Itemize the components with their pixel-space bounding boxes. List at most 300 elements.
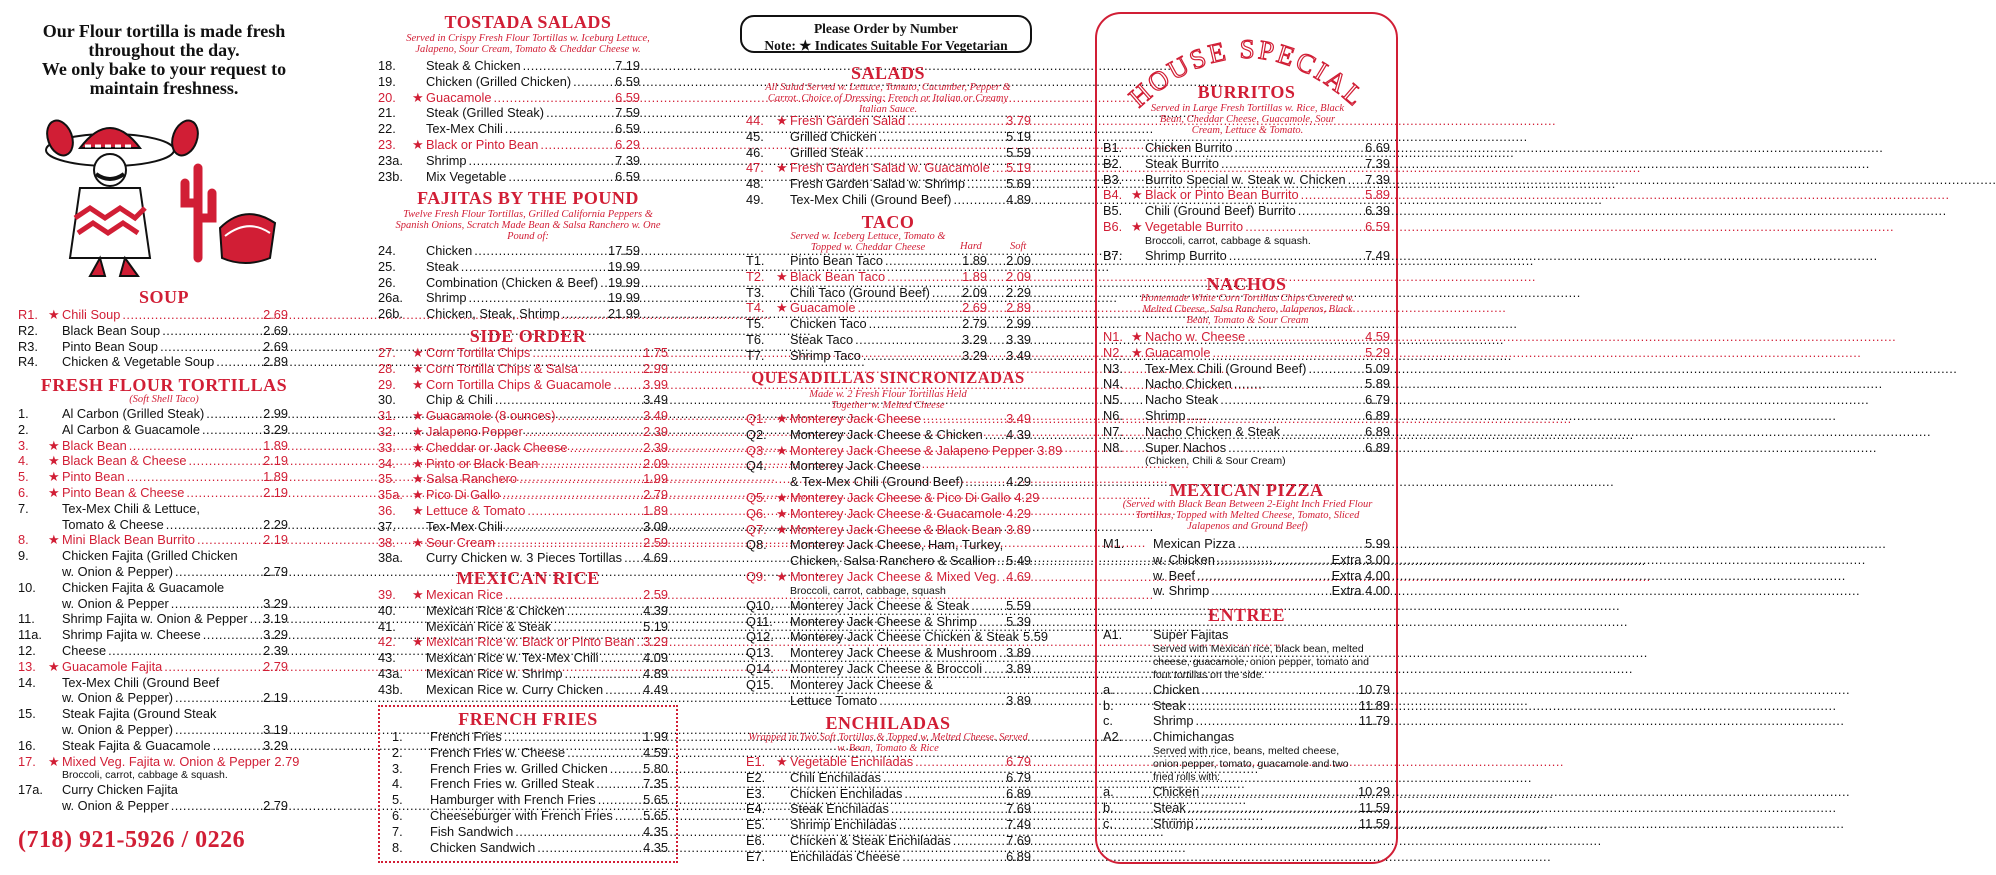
vegetarian-star-icon: ★ — [412, 136, 424, 152]
item-number: Q3. — [746, 442, 767, 458]
item-price: 2.99 — [263, 406, 288, 421]
menu-item-row — [378, 634, 668, 650]
vegetarian-star-icon: ★ — [412, 455, 424, 471]
menu-item-row — [18, 469, 288, 485]
fajitas-list — [378, 243, 640, 322]
item-number: 1. — [392, 729, 403, 744]
item-name: Chicken — [1153, 681, 1200, 697]
item-name: Mexican Rice & Chicken — [426, 602, 565, 618]
dot-leader — [497, 535, 641, 550]
item-price: 6.89 — [1006, 785, 1031, 801]
vegetarian-star-icon: ★ — [48, 753, 60, 769]
menu-item-row — [392, 808, 668, 824]
taco-list — [746, 253, 1031, 364]
menu-item-row — [392, 745, 668, 761]
item-price: Extra 4.00 — [1331, 567, 1390, 583]
menu-item-row — [746, 614, 1031, 630]
item-price: 1.75 — [643, 345, 668, 360]
item-price: 3.19 — [263, 611, 288, 627]
dot-leader — [1196, 714, 1357, 729]
dot-leader — [171, 799, 261, 814]
dot-leader — [1220, 393, 1363, 408]
item-name: Shrimp — [426, 290, 467, 306]
item-price: 1.99 — [643, 471, 668, 487]
item-number: R2. — [18, 322, 38, 338]
item-price: 3.89 — [1006, 692, 1031, 708]
order-note-box — [740, 15, 1032, 53]
menu-column-2 — [378, 0, 678, 875]
menu-item-row — [1103, 771, 1390, 784]
menu-item-row — [1103, 345, 1390, 361]
item-price: 3.89 — [1037, 442, 1063, 458]
menu-item-row — [378, 377, 668, 393]
item-number: 38. — [378, 534, 396, 550]
item-name: Fresh Garden Salad — [790, 113, 906, 128]
item-name: Steak — [1153, 799, 1186, 815]
item-number: Q10. — [746, 597, 774, 613]
vegetarian-star-icon: ★ — [412, 502, 424, 518]
item-number: E1. — [746, 754, 766, 769]
item-price: 2.79 — [643, 487, 668, 503]
dot-leader — [505, 588, 641, 603]
item-price: 11.89 — [1358, 697, 1390, 713]
dot-leader — [515, 825, 641, 840]
menu-item-row — [18, 659, 288, 675]
item-number: 36. — [378, 502, 396, 518]
item-number: 16. — [18, 737, 36, 753]
menu-item-row — [18, 675, 288, 691]
item-name: Monterey Jack Cheese & Steak — [790, 597, 970, 613]
item-price: 2.19 — [263, 690, 288, 706]
item-number: 26. — [378, 274, 396, 290]
item-name: w. Onion & Pepper) — [62, 721, 173, 737]
item-name: Cheeseburger with French Fries — [430, 807, 613, 823]
item-price: 6.89 — [1365, 407, 1390, 423]
item-number: 29. — [378, 376, 396, 392]
menu-item-row — [378, 137, 640, 153]
menu-item-row — [1103, 140, 1390, 156]
item-number: 43. — [378, 650, 396, 666]
item-price: 4.89 — [643, 665, 668, 681]
menu-item-row — [746, 269, 1031, 285]
dot-leader — [613, 377, 641, 392]
item-price-soft: 2.89 — [1006, 300, 1031, 316]
item-number: 14. — [18, 674, 36, 690]
item-number: 40. — [378, 602, 396, 618]
item-name: Nacho w. Cheese — [1145, 329, 1246, 344]
item-name: Pinto Bean — [62, 469, 125, 485]
vegetarian-star-icon: ★ — [1131, 187, 1143, 203]
menu-item-row — [1103, 361, 1390, 377]
dot-leader — [915, 755, 1004, 770]
dot-leader — [879, 130, 1004, 145]
dot-leader — [213, 739, 261, 754]
menu-item-row — [392, 761, 668, 777]
dot-leader — [883, 771, 1004, 786]
item-name: Steak & Chicken — [426, 58, 521, 73]
item-number: N5. — [1103, 392, 1123, 408]
item-price: 3.49 — [1006, 411, 1031, 426]
item-number: 39. — [378, 587, 396, 602]
item-number: 38a. — [378, 550, 403, 566]
menu-item-row — [18, 323, 288, 339]
dot-leader — [1247, 330, 1363, 345]
menu-item-row — [18, 354, 288, 370]
item-price: 5.09 — [1365, 360, 1390, 376]
menu-item-row — [1103, 800, 1390, 816]
item-name: Monterey Jack Cheese Chicken & Steak — [790, 629, 1020, 645]
menu-item-row — [1103, 329, 1390, 345]
menu-item-row — [1103, 203, 1390, 219]
soup-list — [18, 307, 288, 370]
menu-item-row — [392, 824, 668, 840]
dot-leader — [902, 850, 1004, 865]
item-name: Pico Di Gallo — [426, 487, 500, 503]
burritos-list — [1103, 140, 1390, 264]
dot-leader — [230, 767, 286, 782]
item-name: Chicken Fajita & Guacamole — [62, 579, 225, 595]
section-subtitle-pizza: (Served with Black Bean Between 2-Eight Inch Fried Flour Tortillas, Topped with Melted Cheese, Tomato, Sliced Jalapenos and Ground Beef) — [1122, 499, 1373, 532]
item-number: E3. — [746, 785, 766, 801]
section-title-french-fries: FRENCH FRIES — [458, 709, 598, 729]
item-number: R1. — [18, 307, 38, 322]
menu-item-row — [746, 316, 1031, 332]
item-number: A2. — [1103, 729, 1123, 745]
menu-item-row — [378, 392, 668, 408]
menu-item-row — [18, 406, 288, 422]
menu-item-row — [1103, 698, 1390, 714]
item-number: 5. — [392, 792, 403, 808]
item-name: Broccoli, carrot, cabbage, squash — [790, 584, 946, 597]
item-price: 6.89 — [1365, 423, 1390, 439]
item-price: 2.19 — [263, 532, 288, 548]
menu-item-row — [746, 553, 1031, 569]
item-price: 6.79 — [1006, 754, 1031, 769]
item-price: 7.49 — [1365, 247, 1390, 263]
dot-leader — [948, 583, 1029, 598]
dot-leader — [857, 301, 951, 316]
vegetarian-star-icon: ★ — [412, 634, 424, 650]
item-price: 2.39 — [643, 423, 668, 439]
dot-leader — [1188, 409, 1364, 424]
dot-leader — [162, 324, 261, 339]
menu-item-row — [746, 598, 1031, 614]
dot-leader — [971, 599, 1004, 614]
item-number: a. — [1103, 783, 1114, 799]
dot-leader — [615, 809, 641, 824]
item-number: E4. — [746, 801, 766, 817]
vegetarian-star-icon: ★ — [776, 160, 788, 176]
vegetarian-star-icon: ★ — [48, 532, 60, 548]
item-number: Q11. — [746, 613, 773, 629]
item-number: 12. — [18, 642, 36, 658]
item-name: Mexican Pizza — [1153, 536, 1236, 551]
item-price: 3.29 — [263, 627, 288, 643]
taco-soft-label: Soft — [1010, 241, 1027, 252]
intro-line: maintain freshness. — [89, 78, 239, 98]
item-name: Al Carbon (Grilled Steak) — [62, 406, 205, 421]
item-name: Chip & Chili — [426, 392, 493, 408]
item-name: Shrimp Enchiladas — [790, 817, 897, 833]
dot-leader — [160, 339, 261, 354]
item-price: 5.89 — [1365, 187, 1390, 203]
dot-leader — [202, 423, 261, 438]
item-name: Chicken, Steak, Shrimp — [426, 306, 560, 322]
item-number: 30. — [378, 392, 396, 408]
item-price-hard: 2.69 — [962, 300, 987, 316]
dot-leader — [899, 818, 1004, 833]
dot-leader — [108, 644, 261, 659]
item-number: 34. — [378, 455, 396, 471]
menu-item-row — [746, 833, 1031, 849]
dot-leader — [923, 412, 1004, 427]
item-name: Monterey Jack Cheese & Guacamole — [790, 505, 1002, 521]
item-number: 24. — [378, 243, 396, 258]
menu-item-row — [746, 145, 1031, 161]
item-number: Q15. — [746, 676, 774, 692]
menu-item-row — [378, 290, 640, 306]
item-number: 23b. — [378, 168, 403, 184]
item-name: Al Carbon & Guacamole — [62, 421, 200, 437]
dot-leader — [540, 138, 613, 153]
item-name: w. Onion & Pepper — [62, 595, 169, 611]
item-price: 19.99 — [607, 274, 640, 290]
item-price: 5.89 — [1365, 376, 1390, 392]
dot-leader — [525, 425, 641, 440]
item-name: Shrimp — [1153, 713, 1194, 729]
menu-item-row — [378, 619, 668, 635]
dot-leader — [1238, 537, 1364, 552]
item-name: Monterey Jack Cheese & Mushroom — [790, 645, 997, 661]
item-price: 4.69 — [1006, 568, 1031, 584]
dot-leader — [997, 554, 1004, 569]
item-number: 8. — [392, 839, 403, 855]
item-name: Black or Pinto Bean Burrito — [1145, 187, 1299, 203]
dot-leader — [504, 730, 641, 745]
dot-leader — [985, 428, 1004, 443]
item-number: N1. — [1103, 329, 1123, 344]
vegetarian-star-icon: ★ — [776, 505, 788, 521]
rice-list — [378, 587, 668, 698]
item-price-hard: 3.29 — [962, 331, 987, 347]
item-name: Shrimp Fajita w. Onion & Pepper — [62, 611, 248, 627]
item-number: 23. — [378, 136, 396, 152]
section-title-soup: SOUP — [138, 287, 189, 307]
vegetarian-star-icon: ★ — [412, 376, 424, 392]
dot-leader — [553, 619, 641, 634]
section-title-pizza: MEXICAN PIZZA — [1169, 480, 1324, 500]
item-name: Mini Black Bean Burrito — [62, 532, 195, 548]
intro-line: throughout the day. — [88, 40, 240, 60]
item-number: N4. — [1103, 376, 1123, 392]
menu-item-row — [392, 840, 668, 856]
item-name: Curry Chicken w. 3 Pieces Tortillas — [426, 550, 623, 566]
item-number: B3. — [1103, 171, 1123, 187]
item-number: 43a. — [378, 665, 403, 681]
item-name: Black or Pinto Bean — [426, 136, 539, 152]
vegetarian-star-icon: ★ — [776, 754, 788, 769]
item-price: 2.69 — [263, 322, 288, 338]
menu-item-row — [18, 738, 288, 754]
dot-leader — [180, 783, 286, 798]
item-name: Chili Enchiladas — [790, 769, 882, 785]
item-price: 2.39 — [643, 439, 668, 455]
item-price: 7.35 — [643, 776, 668, 792]
item-number: 20. — [378, 89, 396, 105]
dot-leader — [523, 59, 613, 74]
menu-item-row — [1103, 745, 1390, 758]
item-name: Chili Soup — [62, 307, 121, 322]
menu-item-row — [378, 408, 668, 424]
menu-item-row — [392, 792, 668, 808]
item-name: Tex-Mex Chili — [426, 121, 503, 137]
menu-item-row — [378, 587, 668, 603]
menu-item-row — [1103, 248, 1390, 264]
item-price: 3.29 — [263, 421, 288, 437]
item-name: Chili (Ground Beef) Burrito — [1145, 203, 1296, 219]
section-title-nachos: NACHOS — [1206, 274, 1287, 294]
menu-item-row — [746, 786, 1031, 802]
menu-item-row — [1103, 713, 1390, 729]
item-price: 2.79 — [263, 658, 288, 674]
item-price: 5.59 — [1023, 629, 1048, 645]
item-number: Q8. — [746, 537, 767, 553]
item-number: Q14. — [746, 660, 774, 676]
item-price-hard: 2.79 — [962, 316, 987, 332]
dot-leader — [605, 683, 641, 698]
menu-item-row — [18, 453, 288, 469]
item-price: 6.59 — [615, 121, 640, 137]
item-number: T1. — [746, 253, 765, 268]
item-number: 28. — [378, 360, 396, 376]
dot-leader — [1282, 425, 1363, 440]
dot-leader — [636, 635, 641, 650]
item-price: 17.59 — [607, 243, 640, 258]
item-name: Combination (Chicken & Beef) — [426, 274, 599, 290]
menu-item-row — [378, 90, 640, 106]
item-number: N8. — [1103, 439, 1123, 455]
item-price: 5.19 — [1006, 160, 1031, 176]
menu-item-row — [18, 548, 288, 564]
item-name: French Fries — [430, 729, 502, 744]
item-price: 11.59 — [1358, 815, 1390, 831]
item-number: 2. — [392, 744, 403, 760]
item-name: Served with Mexican rice, black bean, melted — [1153, 642, 1364, 655]
item-name: Guacamole (8 ounces) — [426, 408, 556, 424]
item-name: Mexican Rice — [426, 587, 503, 602]
item-number: A1. — [1103, 627, 1123, 642]
dot-leader — [175, 723, 261, 738]
menu-item-row — [1103, 669, 1390, 682]
item-name: Corn Tortilla Chips — [426, 345, 531, 360]
menu-item-row — [1103, 187, 1390, 203]
french-fries-list — [392, 729, 668, 855]
item-price: 7.49 — [1006, 817, 1031, 833]
menu-item-row — [378, 105, 640, 121]
section-title-fajitas: FAJITAS BY THE POUND — [417, 188, 639, 208]
item-name: Chicken Taco — [790, 316, 867, 332]
item-name: w. Shrimp — [1153, 583, 1210, 599]
item-name: Shrimp Burrito — [1145, 247, 1227, 263]
menu-item-row — [378, 58, 640, 74]
vegetarian-star-icon: ★ — [412, 587, 424, 602]
menu-item-row — [1103, 424, 1390, 440]
item-price: 4.35 — [643, 823, 668, 839]
item-price: 3.29 — [643, 634, 668, 650]
dot-leader — [953, 834, 1004, 849]
menu-item-row — [378, 550, 668, 566]
item-price: 4.59 — [643, 744, 668, 760]
dot-leader — [203, 628, 261, 643]
menu-item-row — [746, 522, 1031, 538]
item-number: 7. — [392, 823, 403, 839]
menu-item-row — [1103, 172, 1390, 188]
item-name: Black Bean Soup — [62, 322, 161, 338]
item-name: Sour Cream — [426, 534, 495, 550]
item-price-hard: 1.89 — [962, 268, 987, 284]
section-title-tortillas: FRESH FLOUR TORTILLAS — [40, 375, 288, 395]
dot-leader — [1201, 683, 1356, 698]
item-number: 32. — [378, 423, 396, 439]
item-name: French Fries w. Grilled Steak — [430, 776, 595, 792]
tostada-list — [378, 58, 640, 184]
item-name: Monterey Jack Cheese & Jalapeno Pepper — [790, 442, 1034, 458]
dot-leader — [567, 746, 641, 761]
item-number: N6. — [1103, 407, 1123, 423]
item-name: French Fries w. Cheese — [430, 744, 566, 760]
menu-item-row — [18, 339, 288, 355]
menu-item-row — [746, 160, 1031, 176]
item-number: 37. — [378, 518, 396, 534]
dot-leader — [580, 362, 641, 377]
dot-leader — [540, 456, 641, 471]
item-number: R3. — [18, 338, 38, 354]
item-number: b. — [1103, 697, 1114, 713]
item-name: w. Onion & Pepper — [62, 798, 169, 814]
item-name: Black Bean Taco — [790, 268, 886, 284]
item-name: Chicken Enchiladas — [790, 785, 903, 801]
item-price: 2.99 — [643, 360, 668, 376]
item-number: c. — [1103, 815, 1113, 831]
menu-item-row — [378, 440, 668, 456]
item-name: Super Nachos — [1145, 439, 1227, 455]
dot-leader — [953, 193, 1004, 208]
menu-item-row — [746, 300, 1031, 316]
item-name: Served with rice, beans, melted cheese, — [1153, 744, 1340, 757]
menu-item-row — [378, 650, 668, 666]
menu-item-row — [378, 345, 668, 361]
item-name: fried rolls with: — [1153, 770, 1221, 783]
menu-item-row — [746, 458, 1031, 474]
vegetarian-star-icon: ★ — [412, 89, 424, 105]
item-name: Vegetable Burrito — [1145, 218, 1244, 234]
item-price: 5.80 — [643, 760, 668, 776]
menu-item-row — [1103, 156, 1390, 172]
menu-item-row — [378, 259, 640, 275]
phone-number: (718) 921-5926 / 0226 — [18, 827, 246, 853]
item-name: Broccoli, carrot, cabbage & squash. — [62, 769, 228, 782]
dot-leader — [240, 549, 286, 564]
item-price: Extra 3.00 — [1331, 551, 1390, 567]
item-name: Shrimp — [1145, 407, 1186, 423]
dot-leader — [469, 291, 606, 306]
dot-leader — [923, 459, 1029, 474]
menu-item-row — [392, 729, 668, 745]
vegetarian-star-icon: ★ — [1131, 329, 1143, 344]
intro-text — [18, 22, 310, 98]
item-price: 3.89 — [1006, 660, 1031, 676]
item-name: Grilled Steak — [790, 144, 864, 160]
